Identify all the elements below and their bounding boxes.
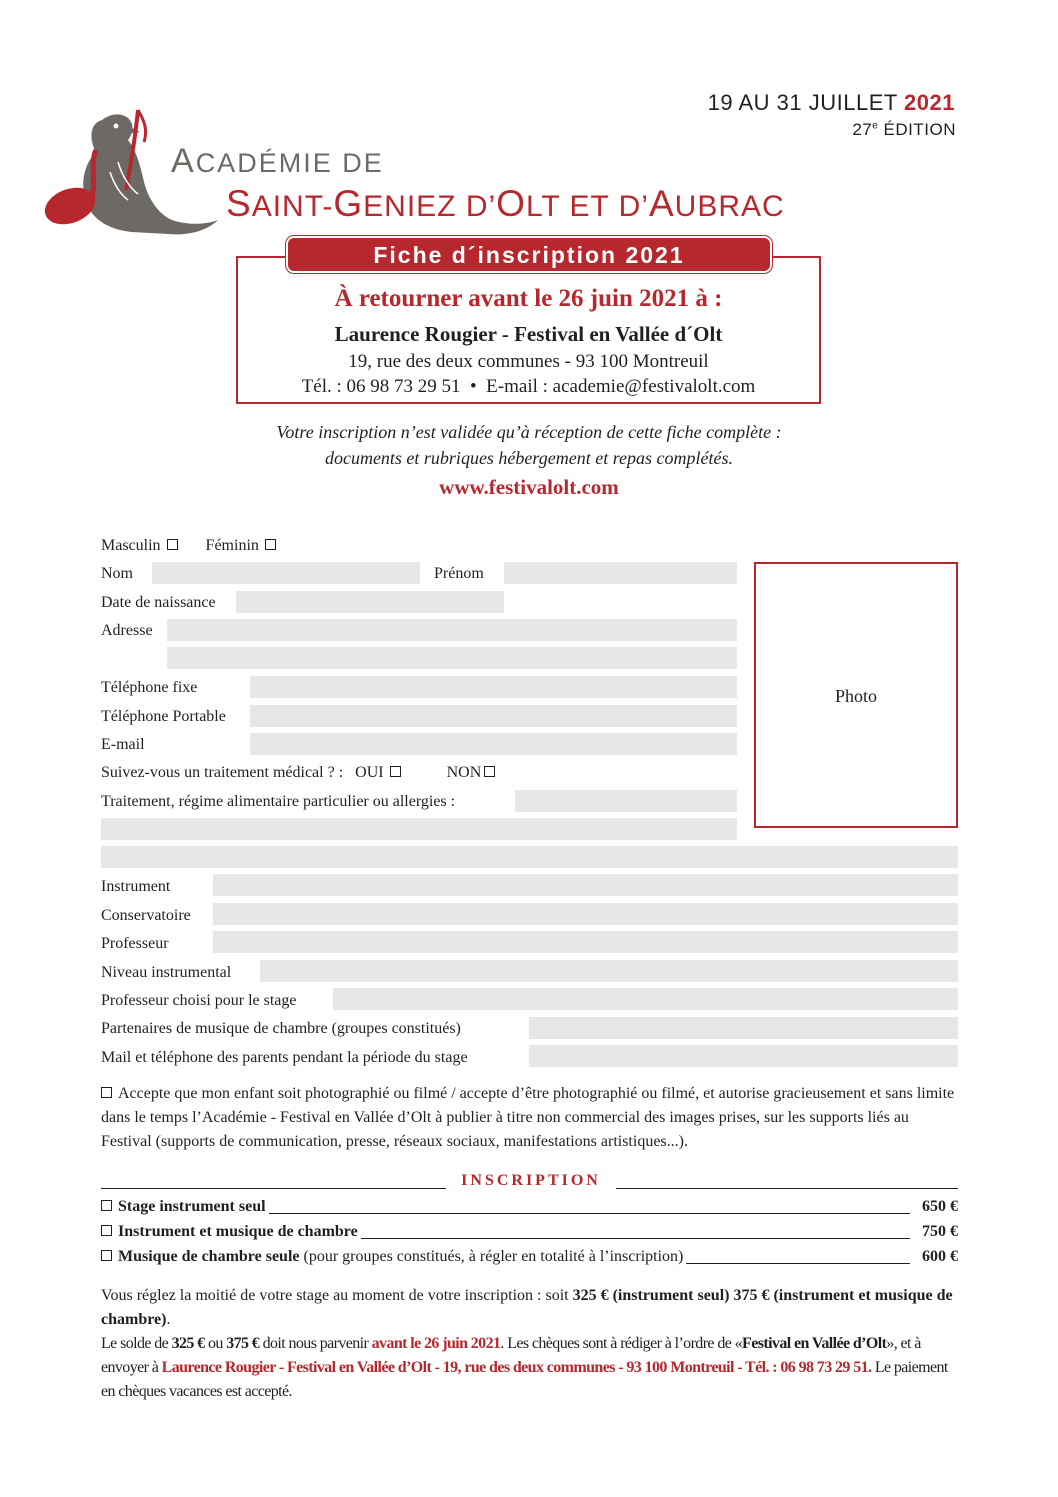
bullet-separator: • — [470, 376, 477, 397]
academie-title-line2: SAINT-GENIEZ D’OLT ET D’AUBRAC — [226, 183, 785, 224]
festival-dates — [708, 90, 955, 116]
email-label: E-mail — [101, 736, 145, 753]
edition-number: 27 — [852, 120, 873, 139]
oui-checkbox[interactable] — [390, 766, 401, 777]
niveau-label: Niveau instrumental — [101, 964, 232, 981]
traitement-field-1[interactable] — [515, 790, 737, 812]
masculin-label: Masculin — [101, 537, 161, 554]
notice-line1: Votre inscription n’est validée qu’à réception de cette fiche complète : — [276, 422, 782, 442]
option-checkbox-1[interactable] — [101, 1200, 112, 1211]
dates-prefix: 19 AU 31 JUILLET — [707, 90, 898, 115]
oui-label: OUI — [355, 764, 384, 781]
mailing-address: Laurence Rougier - Festival en Vallée d’Olt - 19, rue des deux communes - 93 100 Montreuil - Tél. : 06 98 73 29 51. — [161, 1359, 872, 1376]
traitement-question-label: Suivez-vous un traitement médical ? : — [101, 764, 344, 781]
niveau-field[interactable] — [260, 960, 958, 982]
option-label-2: Instrument et musique de chambre — [118, 1223, 358, 1240]
conservatoire-field[interactable] — [213, 903, 958, 925]
prenom-label: Prénom — [434, 565, 484, 582]
traitement-field-2[interactable] — [101, 818, 737, 840]
professeur-stage-field[interactable] — [333, 988, 958, 1010]
edition-label — [852, 120, 956, 140]
consent-checkbox[interactable] — [101, 1087, 112, 1098]
tel-fixe-field[interactable] — [250, 676, 737, 698]
option-price-2: 750 € — [919, 1223, 958, 1241]
option-row-2 — [101, 1223, 958, 1245]
edition-word: ÉDITION — [883, 120, 956, 139]
option-checkbox-3[interactable] — [101, 1250, 112, 1261]
payment-amounts: 325 € (instrument seul) 375 € (instrument et musique de chambre) — [101, 1287, 953, 1328]
professeur-label: Professeur — [101, 935, 169, 952]
option-row-1 — [101, 1198, 958, 1220]
option-checkbox-2[interactable] — [101, 1225, 112, 1236]
fiche-deadline: À retourner avant le 26 juin 2021 à : — [334, 285, 723, 312]
photo-label: Photo — [834, 686, 877, 706]
inscription-title: INSCRIPTION — [461, 1172, 601, 1189]
non-checkbox[interactable] — [484, 766, 495, 777]
date-naissance-label: Date de naissance — [101, 594, 216, 611]
professeur-stage-label: Professeur choisi pour le stage — [101, 992, 297, 1009]
payable-to: Festival en Vallée d’Olt — [742, 1335, 887, 1352]
traitement-detail-label: Traitement, régime alimentaire particulier ou allergies : — [101, 793, 456, 810]
parents-field[interactable] — [529, 1045, 958, 1067]
traitement-field-3[interactable] — [101, 846, 958, 868]
fiche-contact-line — [236, 376, 821, 398]
option-price-1: 650 € — [919, 1198, 958, 1216]
adresse-field-1[interactable] — [167, 619, 737, 641]
fiche-banner: Fiche d´inscription 2021 — [286, 236, 772, 273]
date-naissance-field[interactable] — [236, 591, 504, 613]
inscription-rule-right — [616, 1188, 958, 1189]
partenaires-label: Partenaires de musique de chambre (groupes constitués) — [101, 1020, 461, 1037]
masculin-checkbox[interactable] — [167, 539, 178, 550]
edition-suffix: e — [872, 120, 879, 132]
dates-year: 2021 — [904, 90, 955, 115]
inscription-rule-left — [101, 1188, 446, 1189]
conservatoire-label: Conservatoire — [101, 907, 191, 924]
option-label-3: Musique de chambre seule — [118, 1248, 300, 1265]
website-link[interactable]: www.festivalolt.com — [439, 475, 619, 499]
payment-paragraph-1: Vous réglez la moitié de votre stage au moment de votre inscription : soit 325 € (instrument seul) 375 € (instrument et musique de chambre). — [101, 1287, 953, 1328]
parents-label: Mail et téléphone des parents pendant la période du stage — [101, 1049, 468, 1066]
feminin-label: Féminin — [205, 537, 259, 554]
option-extra-3: (pour groupes constitués, à régler en totalité à l’inscription) — [299, 1248, 684, 1265]
academie-title-line1: ACADÉMIE DE — [171, 142, 384, 180]
fiche-phone: Tél. : 06 98 73 29 51 — [301, 376, 461, 397]
instrument-field[interactable] — [213, 874, 958, 896]
tel-fixe-label: Téléphone fixe — [101, 679, 198, 696]
nom-field[interactable] — [152, 562, 420, 584]
option-row-3 — [101, 1248, 958, 1270]
tel-portable-field[interactable] — [250, 705, 737, 727]
nom-label: Nom — [101, 565, 133, 582]
feminin-checkbox[interactable] — [265, 539, 276, 550]
professeur-field[interactable] — [213, 931, 958, 953]
payment-deadline: avant le 26 juin 2021 — [371, 1335, 501, 1352]
option-price-3: 600 € — [919, 1248, 958, 1266]
consent-text: Accepte que mon enfant soit photographié ou filmé / accepte d’être photographié ou filmé, et autorise gracieusement et sans limite dans le temps l’Académie - Festival en Vallée d’Olt à publier à titre non commercial des images prises, sur les supports liés au Festival (supports de communication, presse, réseaux sociaux, manifestations artistiques...). — [101, 1085, 955, 1150]
fiche-email[interactable]: E-mail : academie@festivalolt.com — [486, 376, 756, 397]
instrument-label: Instrument — [101, 878, 171, 895]
non-label: NON — [446, 764, 482, 781]
adresse-field-2[interactable] — [167, 647, 737, 669]
notice-line2: documents et rubriques hébergement et repas complétés. — [324, 448, 734, 468]
traitement-question-row — [101, 764, 495, 782]
option-label-1: Stage instrument seul — [118, 1198, 266, 1215]
gender-row — [101, 537, 276, 555]
partenaires-field[interactable] — [529, 1017, 958, 1039]
email-field[interactable] — [250, 733, 737, 755]
fiche-contact-name: Laurence Rougier - Festival en Vallée d´Olt — [334, 322, 723, 346]
prenom-field[interactable] — [504, 562, 737, 584]
payment-paragraph-2: Le solde de 325 € ou 375 € doit nous parvenir avant le 26 juin 2021. Les chèques sont à rédiger à l’ordre de «Festival en Vallée d’Olt», et à envoyer à Laurence Rougier - Festival en Vallée d’Olt - 19, rue des deux communes - 93 100 Montreuil - Tél. : 06 98 73 29 51. Le paiement en chèques vacances est accepté. — [101, 1335, 948, 1400]
adresse-label: Adresse — [101, 622, 153, 639]
consent-block — [101, 1082, 959, 1154]
fiche-address: 19, rue des deux communes - 93 100 Montreuil — [348, 351, 709, 372]
tel-portable-label: Téléphone Portable — [101, 708, 226, 725]
